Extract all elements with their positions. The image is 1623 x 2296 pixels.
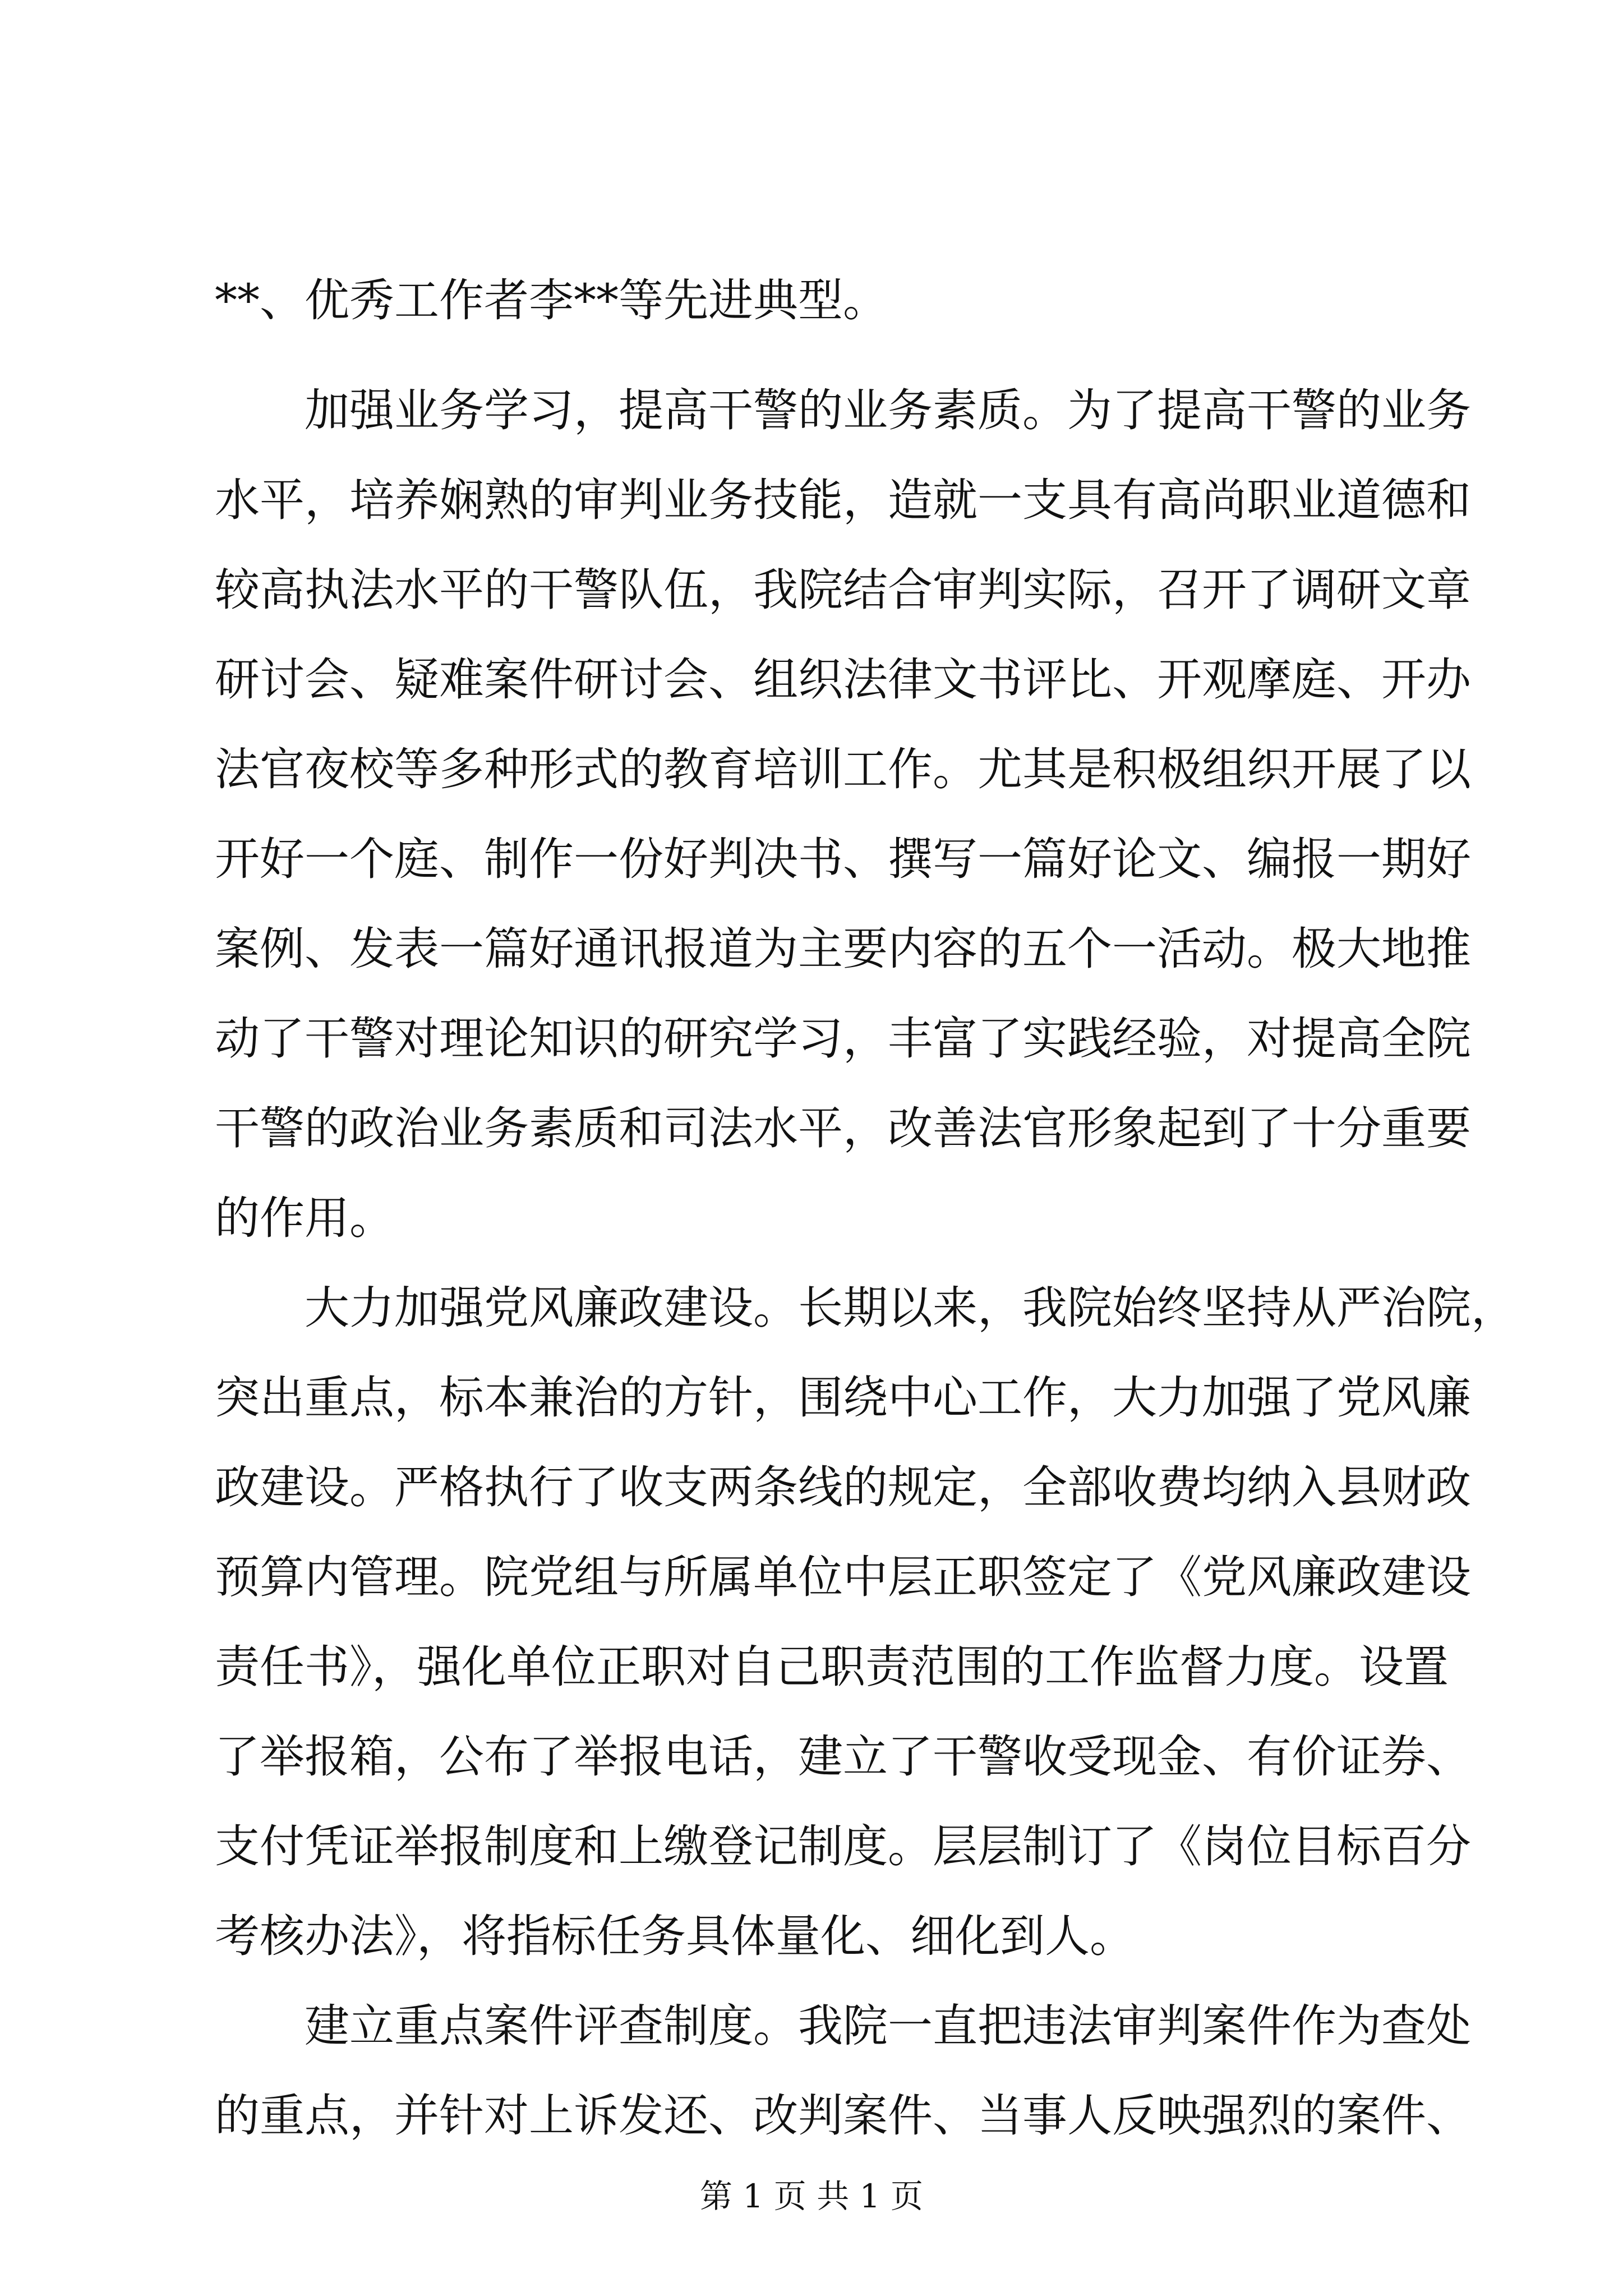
text-line-5: 研讨会、疑难案件研讨会、组织法律文书评比、开观摩庭、开办 [215,654,1471,706]
text-line-1: **、优秀工作者李**等先进典型。 [215,274,888,326]
text-line-14: 政建设。严格执行了收支两条线的规定，全部收费均纳入县财政 [215,1461,1471,1513]
page-footer: 第 1 页 共 1 页 [700,2177,923,2215]
text-line-18: 支付凭证举报制度和上缴登记制度。层层制订了《岗位目标百分 [215,1820,1471,1872]
text-line-15: 预算内管理。院党组与所属单位中层正职签定了《党风廉政建设 [215,1551,1471,1603]
text-line-2: 加强业务学习，提高干警的业务素质。为了提高干警的业务 [305,384,1471,436]
text-line-9: 动了干警对理论知识的研究学习，丰富了实践经验，对提高全院 [215,1013,1471,1065]
text-line-8: 案例、发表一篇好通讯报道为主要内容的五个一活动。极大地推 [215,923,1471,975]
text-line-20: 建立重点案件评查制度。我院一直把违法审判案件作为查处 [305,2000,1471,2052]
text-line-6: 法官夜校等多种形式的教育培训工作。尤其是积极组织开展了以 [215,743,1471,795]
text-line-19: 考核办法》，将指标任务具体量化、细化到人。 [215,1910,1135,1962]
text-line-21: 的重点，并针对上诉发还、改判案件、当事人反映强烈的案件、 [215,2090,1471,2142]
text-line-16: 责任书》，强化单位正职对自己职责范围的工作监督力度。设置 [215,1641,1449,1693]
text-line-17: 了举报箱，公布了举报电话，建立了干警收受现金、有价证券、 [215,1731,1471,1783]
text-line-11: 的作用。 [215,1192,394,1244]
text-line-7: 开好一个庭、制作一份好判决书、撰写一篇好论文、编报一期好 [215,833,1471,885]
text-line-3: 水平，培养娴熟的审判业务技能，造就一支具有高尚职业道德和 [215,474,1471,526]
text-line-13: 突出重点，标本兼治的方针，围绕中心工作，大力加强了党风廉 [215,1372,1471,1424]
text-line-12: 大力加强党风廉政建设。长期以来，我院始终坚持从严治院， [305,1282,1516,1334]
text-line-10: 干警的政治业务素质和司法水平，改善法官形象起到了十分重要 [215,1102,1471,1154]
text-line-4: 较高执法水平的干警队伍，我院结合审判实际，召开了调研文章 [215,564,1471,616]
